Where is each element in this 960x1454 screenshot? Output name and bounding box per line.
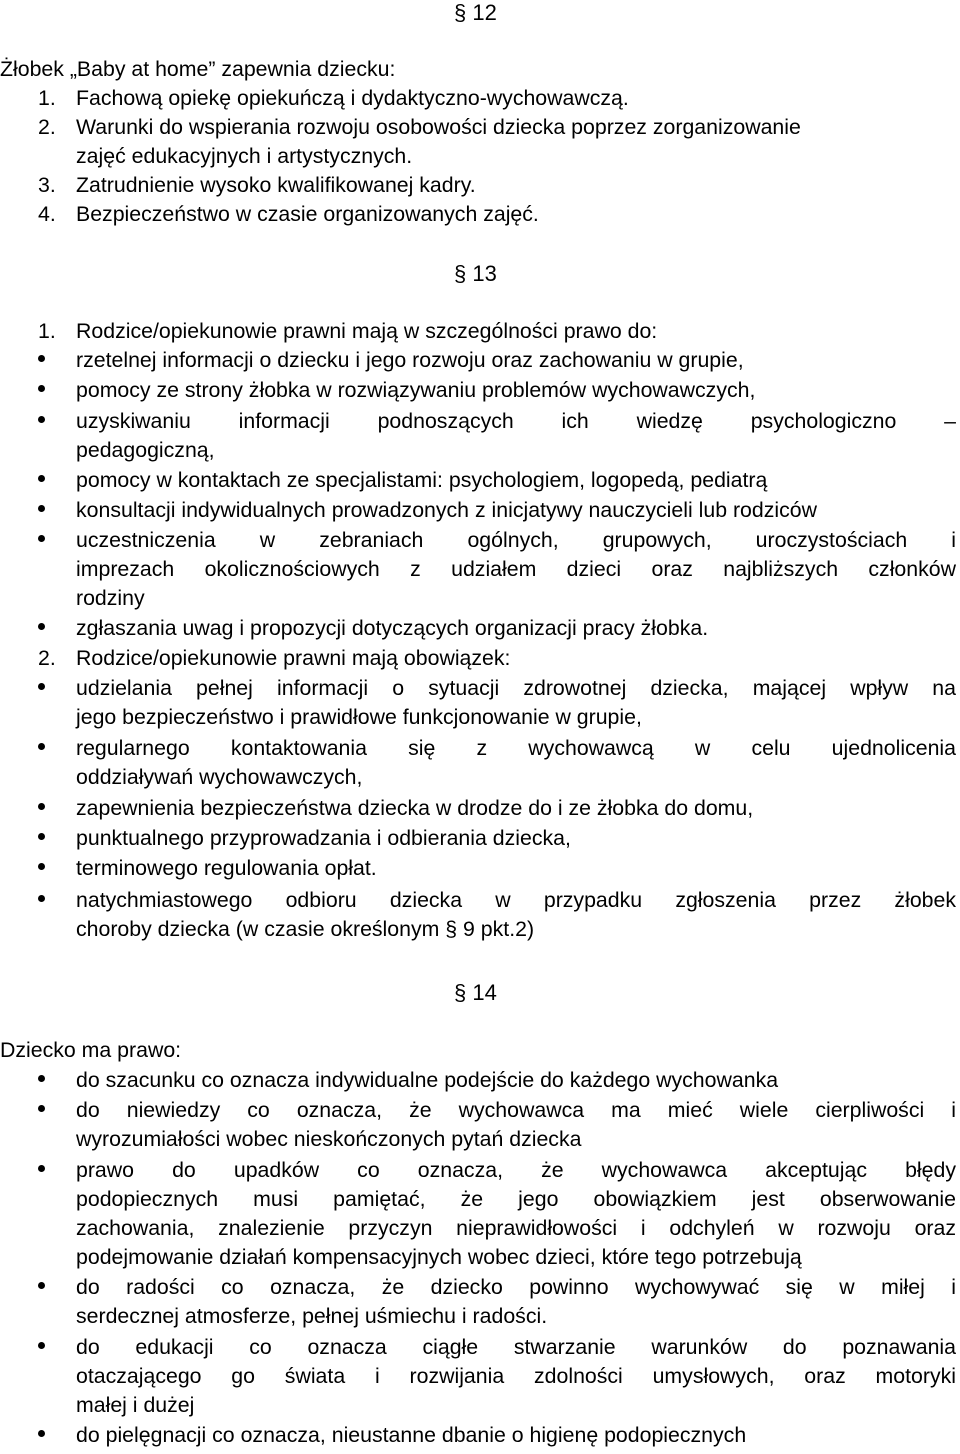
s12-intro: Żłobek „Baby at home” zapewnia dziecku: bbox=[0, 57, 396, 81]
s13-duty-1-continuation: jego bezpieczeństwo i prawidłowe funkcjonowanie w grupie, bbox=[76, 705, 642, 729]
s13-right-6: uczestniczenia w zebraniach ogólnych, grupowych, uroczystościach i bbox=[76, 528, 956, 552]
bullet-icon bbox=[38, 803, 45, 810]
bullet-icon bbox=[38, 1282, 45, 1289]
bullet-icon bbox=[38, 1342, 45, 1349]
s14-right-2-continuation: wyrozumiałości wobec nieskończonych pytań dziecka bbox=[76, 1127, 582, 1151]
s13-duty-2: regularnego kontaktowania się z wychowawcą w celu ujednolicenia bbox=[76, 736, 956, 760]
bullet-icon bbox=[38, 475, 45, 482]
bullet-icon bbox=[38, 895, 45, 902]
s13-point-1-text: Rodzice/opiekunowie prawni mają w szczególności prawo do: bbox=[76, 319, 658, 343]
s12-item-2-number: 2. bbox=[38, 115, 56, 139]
s12-item-1-number: 1. bbox=[38, 86, 56, 110]
bullet-icon bbox=[38, 1075, 45, 1082]
section-12-heading: § 12 bbox=[454, 0, 497, 25]
s13-right-4: pomocy w kontaktach ze specjalistami: psychologiem, logopedą, pediatrą bbox=[76, 468, 768, 492]
s13-duty-3: zapewnienia bezpieczeństwa dziecka w drodze do i ze żłobka do domu, bbox=[76, 796, 754, 820]
bullet-icon bbox=[38, 385, 45, 392]
bullet-icon bbox=[38, 1430, 45, 1437]
s12-item-4-text: Bezpieczeństwo w czasie organizowanych zajęć. bbox=[76, 202, 539, 226]
s14-right-4: do radości co oznacza, że dziecko powinno wychowywać się w miłej i bbox=[76, 1275, 956, 1299]
s12-item-1-text: Fachową opiekę opiekuńczą i dydaktyczno-wychowawczą. bbox=[76, 86, 629, 110]
bullet-icon bbox=[38, 1165, 45, 1172]
s14-right-2: do niewiedzy co oznacza, że wychowawca ma mieć wiele cierpliwości i bbox=[76, 1098, 956, 1122]
s14-intro: Dziecko ma prawo: bbox=[0, 1038, 182, 1062]
s13-point-2-number: 2. bbox=[38, 646, 56, 670]
s13-duty-1: udzielania pełnej informacji o sytuacji zdrowotnej dziecka, mającej wpływ na bbox=[76, 676, 956, 700]
bullet-icon bbox=[38, 1105, 45, 1112]
s14-right-4-continuation: serdecznej atmosferze, pełnej uśmiechu i radości. bbox=[76, 1304, 548, 1328]
s13-point-2-text: Rodzice/opiekunowie prawni mają obowiązek: bbox=[76, 646, 511, 670]
s13-duty-5: terminowego regulowania opłat. bbox=[76, 856, 377, 880]
s14-right-5: do edukacji co oznacza ciągłe stwarzanie warunków do poznawania bbox=[76, 1335, 956, 1359]
s13-right-3-continuation: pedagogiczną, bbox=[76, 438, 215, 462]
s14-right-3-continuation-2: zachowania, znalezienie przyczyn nieprawidłowości i odchyleń w rozwoju oraz bbox=[76, 1216, 956, 1240]
bullet-icon bbox=[38, 833, 45, 840]
s14-right-3-continuation-3: podejmowanie działań kompensacyjnych wobec dzieci, które tego potrzebują bbox=[76, 1245, 802, 1269]
s12-item-2-continuation: zajęć edukacyjnych i artystycznych. bbox=[76, 144, 413, 168]
s14-right-1: do szacunku co oznacza indywidualne podejście do każdego wychowanka bbox=[76, 1068, 779, 1092]
bullet-icon bbox=[38, 416, 45, 423]
bullet-icon bbox=[38, 743, 45, 750]
s12-item-2-text: Warunki do wspierania rozwoju osobowości dziecka poprzez zorganizowanie bbox=[76, 115, 801, 139]
s14-right-5-continuation-1: otaczającego go świata i rozwijania zdolności umysłowych, oraz motoryki bbox=[76, 1364, 956, 1388]
bullet-icon bbox=[38, 535, 45, 542]
bullet-icon bbox=[38, 683, 45, 690]
s14-right-3: prawo do upadków co oznacza, że wychowawca akceptując błędy bbox=[76, 1158, 956, 1182]
s13-duty-4: punktualnego przyprowadzania i odbierania dziecka, bbox=[76, 826, 571, 850]
s13-duty-6: natychmiastowego odbioru dziecka w przypadku zgłoszenia przez żłobek bbox=[76, 888, 956, 912]
s13-right-2: pomocy ze strony żłobka w rozwiązywaniu problemów wychowawczych, bbox=[76, 378, 756, 402]
section-14-heading: § 14 bbox=[454, 980, 497, 1005]
s13-duty-6-continuation: choroby dziecka (w czasie określonym § 9 pkt.2) bbox=[76, 917, 535, 941]
s13-right-1: rzetelnej informacji o dziecku i jego rozwoju oraz zachowaniu w grupie, bbox=[76, 348, 744, 372]
s13-right-3: uzyskiwaniu informacji podnoszących ich wiedzę psychologiczno – bbox=[76, 409, 956, 433]
s14-right-3-continuation-1: podopiecznych musi pamiętać, że jego obowiązkiem jest obserwowanie bbox=[76, 1187, 956, 1211]
s14-right-6: do pielęgnacji co oznacza, nieustanne dbanie o higienę podopiecznych bbox=[76, 1423, 747, 1447]
section-13-heading: § 13 bbox=[454, 261, 497, 286]
s12-item-4-number: 4. bbox=[38, 202, 56, 226]
s12-item-3-text: Zatrudnienie wysoko kwalifikowanej kadry. bbox=[76, 173, 476, 197]
s13-right-6-continuation-2: rodziny bbox=[76, 586, 145, 610]
s13-right-5: konsultacji indywidualnych prowadzonych z inicjatywy nauczycieli lub rodziców bbox=[76, 498, 818, 522]
s13-point-1-number: 1. bbox=[38, 319, 56, 343]
s13-duty-2-continuation: oddziaływań wychowawczych, bbox=[76, 765, 363, 789]
bullet-icon bbox=[38, 355, 45, 362]
bullet-icon bbox=[38, 623, 45, 630]
s12-item-3-number: 3. bbox=[38, 173, 56, 197]
s13-right-6-continuation-1: imprezach okolicznościowych z udziałem dzieci oraz najbliższych członków bbox=[76, 557, 956, 581]
s14-right-5-continuation-2: małej i dużej bbox=[76, 1393, 195, 1417]
s13-right-7: zgłaszania uwag i propozycji dotyczących organizacji pracy żłobka. bbox=[76, 616, 709, 640]
bullet-icon bbox=[38, 505, 45, 512]
bullet-icon bbox=[38, 863, 45, 870]
